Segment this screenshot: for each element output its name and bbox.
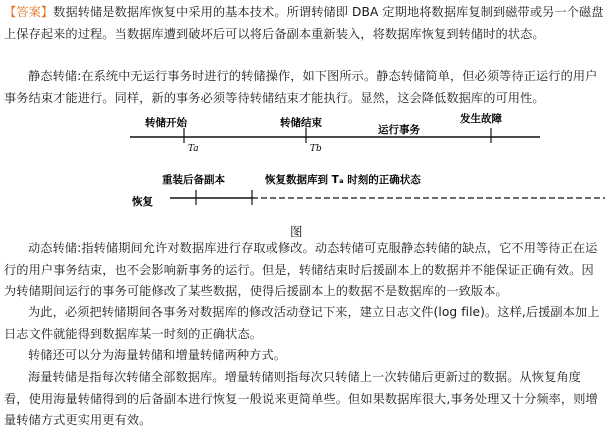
dynamic-dump-paragraph: 动态转储:指转储期间允许对数据库进行存取或修改。动态转储可克服静态转储的缺点，它不用等待正在运行的用户事务结束，也不会影响新事务的运行。但是，转储结束时后援副本上的数据并不能保证正确有效。因为转储期间运行的事务可能修改了某些数据，使得后援副本上的数据不是数据库的一致版本。 xyxy=(4,241,598,298)
intro-text: 数据转储是数据库恢复中采用的基本技术。所谓转储即 DBA 定期地将数据库复制到磁带或另一个磁盘上保存起来的过程。当数据库遭到破坏后可以将后备副本重新装入，将数据库恢复到转储时的状态。 xyxy=(4,5,604,41)
dump-start-label: 转储开始 xyxy=(145,117,187,129)
figure-caption: 图 xyxy=(290,224,303,239)
dump-end-label: 转储结束 xyxy=(280,117,322,129)
static-dump-paragraph: 静态转储:在系统中无运行事务时进行的转储操作，如下图所示。静态转储简单，但必须等待正运行的用户事务结束才能进行。同样，新的事务必须等待转储结束才能执行。显然，这会降低数据库的可用性。 xyxy=(4,69,598,105)
answer-tag: 【答案】 xyxy=(4,5,54,19)
tb-label: Tb xyxy=(310,144,322,154)
reload-label: 重装后备副本 xyxy=(162,174,225,186)
restore-label: 恢复数据库到 Tₐ 时刻的正确状态 xyxy=(265,174,421,186)
log-file-paragraph: 为此，必须把转储期间各事务对数据库的修改活动登记下来，建立日志文件(log file)。这样,后援副本加上日志文件就能得到数据库某一时刻的正确状态。 xyxy=(4,305,600,341)
mass-incremental-paragraph: 海量转储是指每次转储全部数据库。增量转储则指每次只转储上一次转储后更新过的数据。从恢复角度看，使用海量转储得到的后备副本进行恢复一般说来更简单些。但如果数据库很大,事务处理又十分频率，则增量转储方式更实用更有效。 xyxy=(4,370,598,427)
running-tx-label: 运行事务 xyxy=(378,124,420,136)
failure-label: 发生故障 xyxy=(460,113,502,125)
recovery-label: 恢复 xyxy=(132,196,153,208)
intro-paragraph xyxy=(4,2,604,45)
ta-label: Ta xyxy=(188,144,199,154)
dump-timeline-figure xyxy=(130,110,608,220)
two-modes-paragraph: 转储还可以分为海量转储和增量转储两种方式。 xyxy=(28,348,287,362)
